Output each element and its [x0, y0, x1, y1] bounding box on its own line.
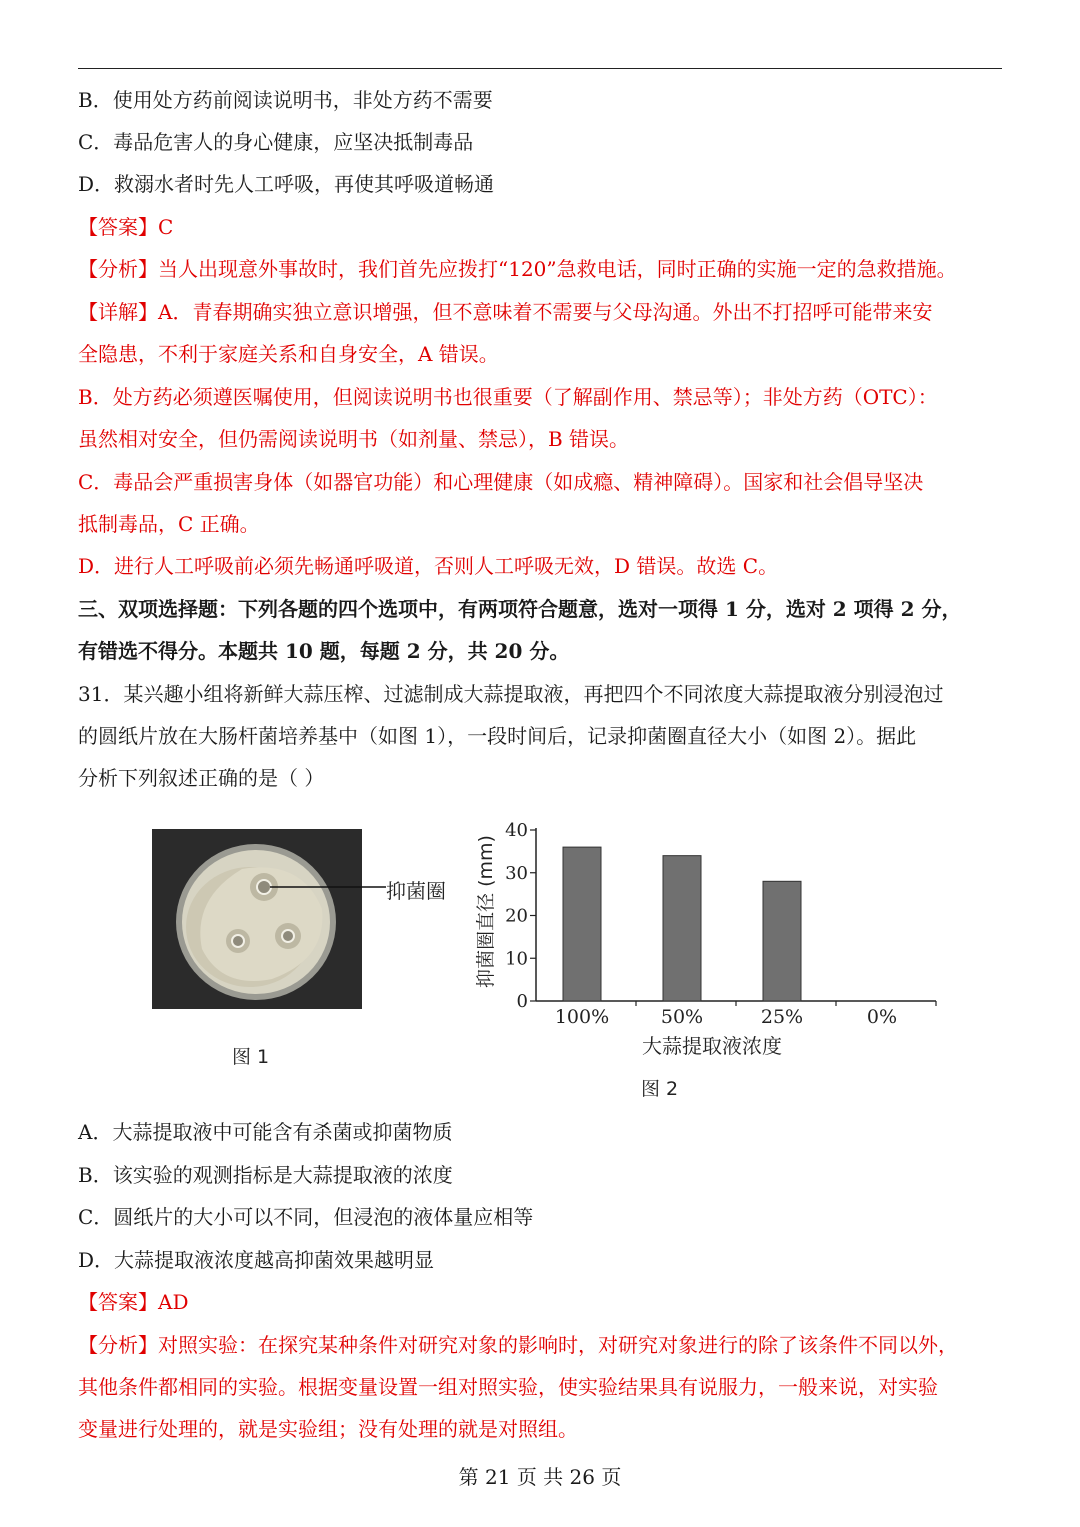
option-d: D．大蒜提取液浓度越高抑菌效果越明显 — [78, 1248, 435, 1272]
question-stem: 31．某兴趣小组将新鲜大蒜压榨、过滤制成大蒜提取液，再把四个不同浓度大蒜提取液分别浸泡过 — [78, 682, 944, 706]
y-tick-label: 10 — [505, 948, 528, 970]
y-tick-label: 30 — [505, 862, 528, 884]
answer-text: AD — [158, 1290, 189, 1314]
analysis-tag: 【分析】 — [78, 1333, 158, 1357]
figure2-caption: 图 2 — [641, 1078, 679, 1100]
prev-detail-line: 抵制毒品，C 正确。 — [78, 512, 260, 536]
analysis-tag: 【分析】 — [78, 257, 158, 281]
header-rule — [78, 68, 1002, 69]
option-c: C．圆纸片的大小可以不同，但浸泡的液体量应相等 — [78, 1205, 534, 1229]
prev-detail-line: 虽然相对安全，但仍需阅读说明书（如剂量、禁忌），B 错误。 — [78, 427, 630, 451]
y-tick-label: 0 — [516, 991, 528, 1012]
q31-analysis-line: 其他条件都相同的实验。根据变量设置一组对照实验，使实验结果具有说服力，一般来说，对实验 — [78, 1375, 938, 1399]
option-a: A．大蒜提取液中可能含有杀菌或抑菌物质 — [78, 1120, 453, 1144]
section-heading: 有错选不得分。本题共 10 题，每题 2 分，共 20 分。 — [78, 639, 570, 663]
y-tick-label: 40 — [505, 820, 528, 841]
pointer-line — [270, 875, 390, 899]
x-tick-label: 25% — [760, 1006, 804, 1028]
prev-option-d: D．救溺水者时先人工呼吸，再使其呼吸道畅通 — [78, 172, 495, 196]
prev-detail-line: C．毒品会严重损害身体（如器官功能）和心理健康（如成瘾、精神障碍）。国家和社会倡导坚决 — [78, 470, 924, 494]
petri-dish-image — [152, 829, 362, 1009]
x-tick-label: 50% — [660, 1006, 704, 1028]
analysis-text: 当人出现意外事故时，我们首先应拨打“120”急救电话，同时正确的实施一定的急救措施。 — [158, 257, 957, 281]
question-stem: 的圆纸片放在大肠杆菌培养基中（如图 1），一段时间后，记录抑菌圈直径大小（如图 2）。据此 — [78, 724, 917, 748]
x-tick-label: 0% — [866, 1006, 898, 1028]
option-b: B．该实验的观测指标是大蒜提取液的浓度 — [78, 1163, 453, 1187]
prev-answer — [78, 213, 1008, 241]
question-stem: 分析下列叙述正确的是（ ） — [78, 766, 325, 790]
answer-tag: 【答案】 — [78, 1290, 158, 1314]
prev-detail-line: B．处方药必须遵医嘱使用，但阅读说明书也很重要（了解副作用、禁忌等）；非处方药（OTC）： — [78, 385, 938, 409]
x-axis-label: 大蒜提取液浓度 — [642, 1034, 782, 1058]
q31-analysis — [78, 1331, 1008, 1359]
q31-answer — [78, 1288, 1008, 1316]
y-tick-label: 20 — [505, 905, 528, 927]
analysis-text: 对照实验：在探究某种条件对研究对象的影响时，对研究对象进行的除了该条件不同以外， — [158, 1333, 958, 1357]
answer-text: C — [158, 215, 174, 239]
q31-analysis-line: 变量进行处理的，就是实验组；没有处理的就是对照组。 — [78, 1417, 578, 1441]
answer-tag: 【答案】 — [78, 215, 158, 239]
bar — [563, 847, 601, 1001]
prev-detail-line: 全隐患，不利于家庭关系和自身安全，A 错误。 — [78, 342, 499, 366]
detail-text: A．青春期确实独立意识增强，但不意味着不需要与父母沟通。外出不打招呼可能带来安 — [158, 300, 933, 324]
prev-option-c: C．毒品危害人的身心健康，应坚决抵制毒品 — [78, 130, 474, 154]
bar — [763, 881, 801, 1001]
petri-dish-photo — [152, 829, 362, 1009]
prev-option-b: B．使用处方药前阅读说明书，非处方药不需要 — [78, 88, 493, 112]
page-footer: 第 21 页 共 26 页 — [458, 1465, 622, 1489]
figure1-caption: 图 1 — [232, 1046, 270, 1068]
x-tick-label: 100% — [554, 1006, 610, 1028]
y-axis-label: 抑菌圈直径 (mm) — [475, 835, 497, 988]
detail-tag: 【详解】 — [78, 300, 158, 324]
bar-chart — [470, 815, 950, 1065]
prev-analysis — [78, 255, 1008, 283]
inhibition-zone-label: 抑菌圈 — [386, 879, 446, 903]
prev-detail-line: D．进行人工呼吸前必须先畅通呼吸道，否则人工呼吸无效，D 错误。故选 C。 — [78, 554, 779, 578]
section-heading: 三、双项选择题：下列各题的四个选项中，有两项符合题意，选对一项得 1 分，选对 2 项得 2 分， — [78, 597, 962, 621]
prev-detail-line — [78, 298, 1008, 326]
bar — [663, 856, 701, 1001]
